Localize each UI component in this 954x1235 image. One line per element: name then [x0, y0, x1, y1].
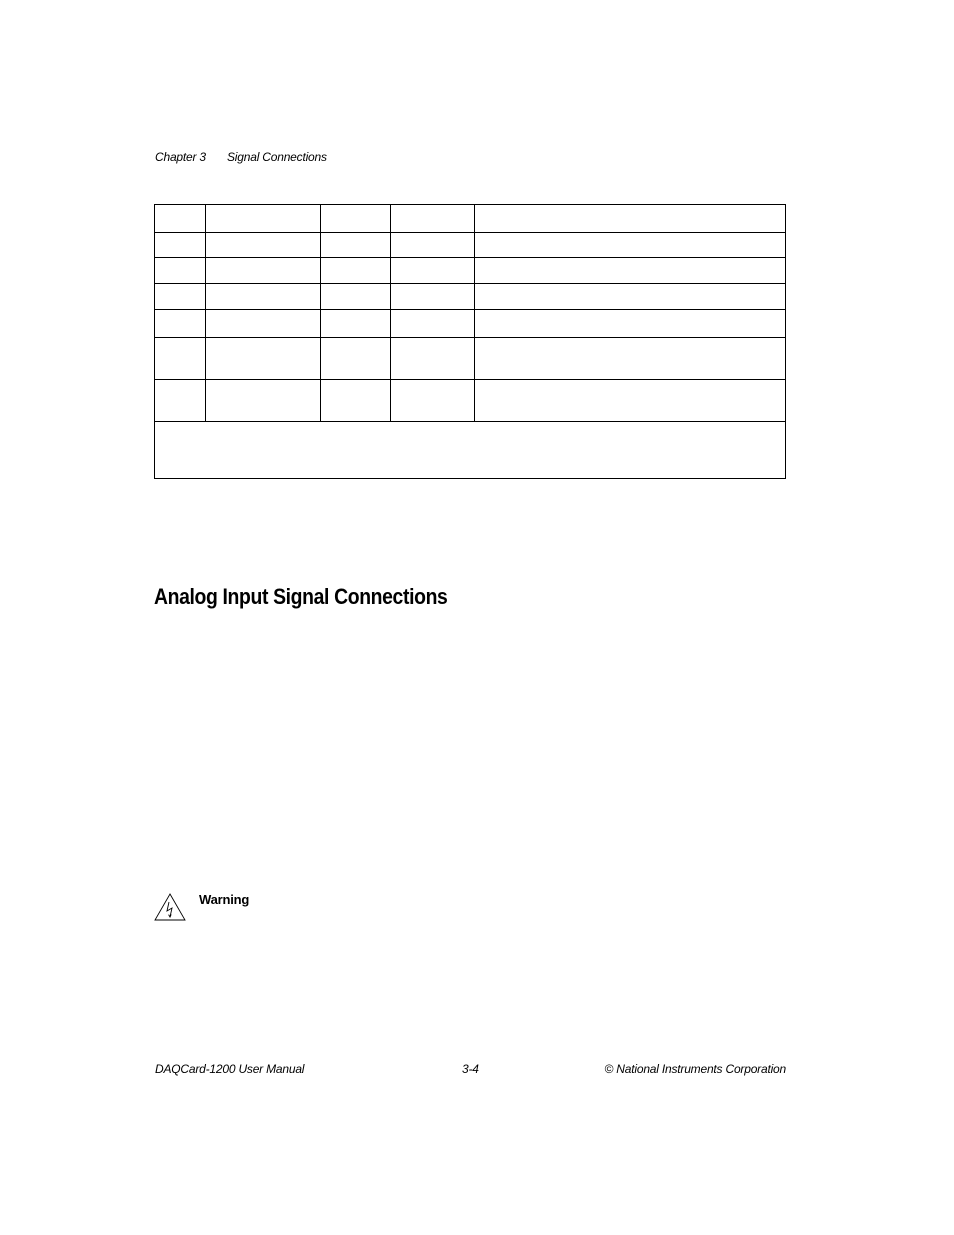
- table-cell: [475, 258, 786, 284]
- section-label: Signal Connections: [227, 150, 327, 164]
- table-cell: [321, 233, 391, 258]
- table-row: [155, 284, 786, 310]
- table-cell: [206, 258, 321, 284]
- table-cell: [155, 338, 206, 380]
- table-cell: [391, 380, 475, 422]
- table-note-row: [155, 422, 786, 479]
- table-cell: [155, 233, 206, 258]
- table-cell: [206, 284, 321, 310]
- table-cell: [155, 380, 206, 422]
- table-cell: [206, 380, 321, 422]
- table-cell: [206, 205, 321, 233]
- warning-label: Warning: [199, 892, 250, 907]
- footer-copyright: © National Instruments Corporation: [604, 1062, 786, 1076]
- table-cell: [391, 233, 475, 258]
- running-header: [155, 150, 327, 164]
- table-row: [155, 380, 786, 422]
- lightning-warning-icon: [154, 893, 186, 921]
- signal-table: [154, 204, 786, 479]
- table-cell: [475, 205, 786, 233]
- table-cell: [321, 380, 391, 422]
- table-cell: [155, 205, 206, 233]
- table-cell: [391, 338, 475, 380]
- table-cell: [206, 310, 321, 338]
- table-cell: [155, 310, 206, 338]
- table-cell: [391, 258, 475, 284]
- table-row: [155, 258, 786, 284]
- table-cell: [391, 284, 475, 310]
- table-note: [155, 422, 786, 479]
- footer-page-number: 3-4: [462, 1062, 479, 1076]
- table-cell: [321, 338, 391, 380]
- table-cell: [391, 310, 475, 338]
- table-row: [155, 205, 786, 233]
- table-cell: [475, 284, 786, 310]
- table-cell: [475, 310, 786, 338]
- table-cell: [391, 205, 475, 233]
- section-title: Analog Input Signal Connections: [154, 584, 448, 609]
- table-cell: [475, 380, 786, 422]
- table-cell: [321, 205, 391, 233]
- table-row: [155, 338, 786, 380]
- table-cell: [321, 258, 391, 284]
- table-cell: [321, 310, 391, 338]
- table-cell: [206, 338, 321, 380]
- table-cell: [206, 233, 321, 258]
- table-cell: [155, 258, 206, 284]
- table-cell: [475, 338, 786, 380]
- table-cell: [475, 233, 786, 258]
- table-cell: [321, 284, 391, 310]
- footer-manual-title: DAQCard-1200 User Manual: [155, 1062, 305, 1076]
- table-cell: [155, 284, 206, 310]
- table-row: [155, 233, 786, 258]
- table-row: [155, 310, 786, 338]
- chapter-label: Chapter 3: [155, 150, 206, 164]
